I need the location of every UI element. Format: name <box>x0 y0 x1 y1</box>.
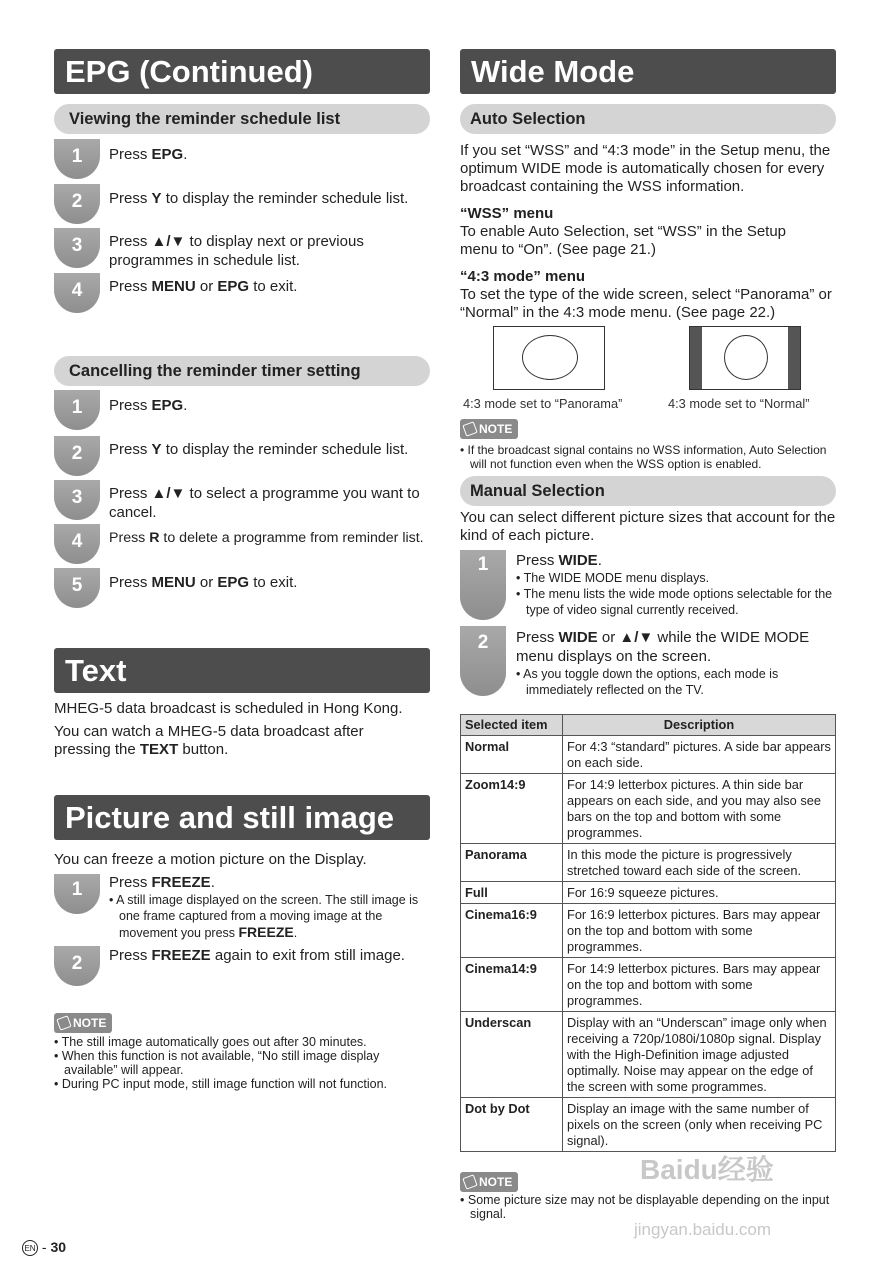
step-bullet: • A still image displayed on the screen. The still image is one frame captured from a moving image at the movement you press FREEZE. <box>109 893 419 940</box>
note-badge: NOTE <box>460 419 518 439</box>
reminder-list-heading: Viewing the reminder schedule list <box>54 104 430 134</box>
auto-note: • If the broadcast signal contains no WSS information, Auto Selection will not function even when the WSS option is enabled. <box>460 443 827 471</box>
step-text: Press R to delete a programme from reminder list. <box>109 530 424 546</box>
note-item: • The still image automatically goes out after 30 minutes. <box>54 1035 367 1049</box>
note-badge: NOTE <box>460 1172 518 1192</box>
table-cell-item: Full <box>461 882 563 904</box>
wss-menu-text: To enable Auto Selection, set “WSS” in the Setup menu to “On”. (See page 21.) <box>460 223 787 258</box>
note-icon <box>462 421 477 436</box>
table-cell-desc: For 14:9 letterbox pictures. Bars may appear on the top and bottom with some programmes. <box>563 958 836 1012</box>
step-text: Press MENU or EPG to exit. <box>109 574 298 591</box>
step-text: Press EPG. <box>109 397 188 414</box>
step-text: Press MENU or EPG to exit. <box>109 278 298 295</box>
table-row <box>461 904 836 958</box>
step-number: 3 <box>54 228 100 268</box>
text-section-title: Text <box>54 648 430 693</box>
wide-mode-table <box>460 714 836 1152</box>
footer-separator: - <box>41 1239 47 1255</box>
panorama-screen-illustration <box>493 326 605 390</box>
table-cell-desc: For 16:9 squeeze pictures. <box>563 882 836 904</box>
table-cell-item: Normal <box>461 736 563 774</box>
auto-selection-heading: Auto Selection <box>460 104 836 134</box>
step-number: 2 <box>54 184 100 224</box>
step-number: 2 <box>460 626 506 696</box>
note-item: • When this function is not available, “No still image display available” will appear. <box>54 1049 380 1077</box>
step-text: Press WIDE. • The WIDE MODE menu displays. • The menu lists the wide mode options selectable for the type of video signal currently received. <box>516 552 833 617</box>
epg-title: EPG (Continued) <box>54 49 430 94</box>
manual-selection-intro: You can select different picture sizes that account for the kind of each picture. <box>460 509 836 544</box>
text-section-line1: MHEG-5 data broadcast is scheduled in Hong Kong. <box>54 700 403 717</box>
text-section-line2: You can watch a MHEG-5 data broadcast after pressing the TEXT button. <box>54 723 364 758</box>
step-text: Press Y to display the reminder schedule list. <box>109 441 409 458</box>
table-row <box>461 958 836 1012</box>
step-number: 1 <box>54 874 100 914</box>
table-cell-item: Cinema14:9 <box>461 958 563 1012</box>
cancel-timer-heading: Cancelling the reminder timer setting <box>54 356 430 386</box>
auto-selection-intro: If you set “WSS” and “4:3 mode” in the Setup menu, the optimum WIDE mode is automatically chosen for every broadcast containing the WSS information. <box>460 142 831 195</box>
table-cell-item: Underscan <box>461 1012 563 1098</box>
manual-selection-heading: Manual Selection <box>460 476 836 506</box>
picture-still-title: Picture and still image <box>54 795 430 840</box>
normal-screen-illustration <box>689 326 801 390</box>
table-row <box>461 882 836 904</box>
step-bullet: • The WIDE MODE menu displays. <box>516 571 710 585</box>
step-bullet: • The menu lists the wide mode options selectable for the type of video signal currently received. <box>516 587 833 617</box>
step-number: 4 <box>54 524 100 564</box>
wss-menu-heading: “WSS” menu <box>460 205 554 222</box>
table-row <box>461 1012 836 1098</box>
note-list <box>54 1035 431 1091</box>
caption-panorama: 4:3 mode set to “Panorama” <box>463 396 623 411</box>
table-header-row <box>461 715 836 736</box>
table-cell-desc: Display with an “Underscan” image only when receiving a 720p/1080i/1080p signal. Display with the High-Definition image adjusted optimally. Noise may appear on the edge of the screen with some programmes. <box>563 1012 836 1098</box>
wide-mode-title: Wide Mode <box>460 49 836 94</box>
bottom-note: • Some picture size may not be displayable depending on the input signal. <box>460 1193 830 1221</box>
table-cell-item: Zoom14:9 <box>461 774 563 844</box>
mode-menu-heading: “4:3 mode” menu <box>460 268 586 285</box>
table-cell-item: Panorama <box>461 844 563 882</box>
step-text: Press Y to display the reminder schedule list. <box>109 190 409 207</box>
step-bullet: • As you toggle down the options, each mode is immediately reflected on the TV. <box>516 667 779 697</box>
step-number: 3 <box>54 480 100 520</box>
watermark-text: Baidu经验 <box>640 1154 774 1185</box>
step-number: 5 <box>54 568 100 608</box>
step-text: Press WIDE or ▲/▼ while the WIDE MODE menu displays on the screen. • As you toggle down the options, each mode is immediately reflected on the TV. <box>516 628 834 698</box>
mode-menu-text: To set the type of the wide screen, select “Panorama” or “Normal” in the 4:3 mode menu. (See page 22.) <box>460 286 832 321</box>
note-icon <box>462 1174 477 1189</box>
step-number: 2 <box>54 436 100 476</box>
table-header: Selected item <box>461 715 563 736</box>
page-number: 30 <box>50 1239 67 1255</box>
step-number: 4 <box>54 273 100 313</box>
step-text: Press FREEZE again to exit from still image. <box>109 947 405 964</box>
table-row <box>461 736 836 774</box>
table-row <box>461 1098 836 1152</box>
step-number: 1 <box>54 139 100 179</box>
note-item: • During PC input mode, still image function will not function. <box>54 1077 388 1091</box>
table-row <box>461 844 836 882</box>
page-footer <box>22 1238 66 1256</box>
watermark-url: jingyan.baidu.com <box>634 1220 772 1239</box>
language-badge: EN <box>22 1240 38 1256</box>
caption-normal: 4:3 mode set to “Normal” <box>668 396 810 411</box>
step-text: Press ▲/▼ to select a programme you want to cancel. <box>109 485 420 521</box>
table-cell-desc: For 14:9 letterbox pictures. A thin side bar appears on each side, and you may also see bars on the top and bottom with some programmes. <box>563 774 836 844</box>
step-number: 1 <box>54 390 100 430</box>
table-header: Description <box>563 715 836 736</box>
table-cell-item: Cinema16:9 <box>461 904 563 958</box>
step-number: 1 <box>460 550 506 620</box>
table-cell-desc: For 4:3 “standard” pictures. A side bar appears on each side. <box>563 736 836 774</box>
step-text: Press EPG. <box>109 146 188 163</box>
note-badge: NOTE <box>54 1013 112 1033</box>
table-row <box>461 774 836 844</box>
picture-still-intro: You can freeze a motion picture on the Display. <box>54 851 367 868</box>
step-text: Press FREEZE. • A still image displayed on the screen. The still image is one frame captured from a moving image at the movement you press FREEZE. <box>109 873 434 941</box>
table-cell-desc: Display an image with the same number of pixels on the screen (only when receiving PC signal). <box>563 1098 836 1152</box>
table-cell-desc: For 16:9 letterbox pictures. Bars may appear on the top and bottom with some programmes. <box>563 904 836 958</box>
table-cell-item: Dot by Dot <box>461 1098 563 1152</box>
table-cell-desc: In this mode the picture is progressively stretched toward each side of the screen. <box>563 844 836 882</box>
note-icon <box>56 1015 71 1030</box>
step-number: 2 <box>54 946 100 986</box>
step-text: Press ▲/▼ to display next or previous programmes in schedule list. <box>109 233 364 269</box>
